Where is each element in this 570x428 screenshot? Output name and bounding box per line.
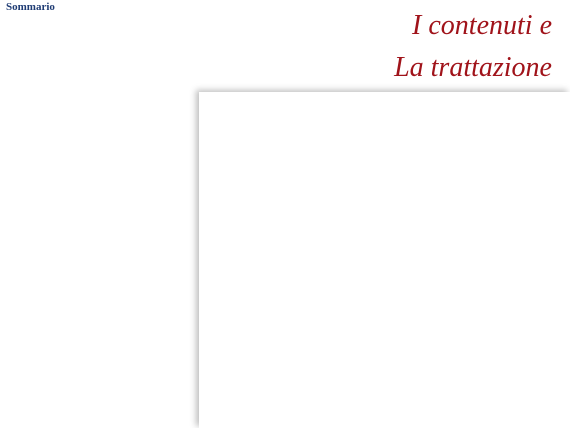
toc-heading: Sommario [6, 1, 55, 13]
slide-title-line-2: La trattazione [394, 52, 552, 83]
toc-page-right [199, 92, 570, 428]
slide-title-line-1: I contenuti e [412, 10, 552, 41]
